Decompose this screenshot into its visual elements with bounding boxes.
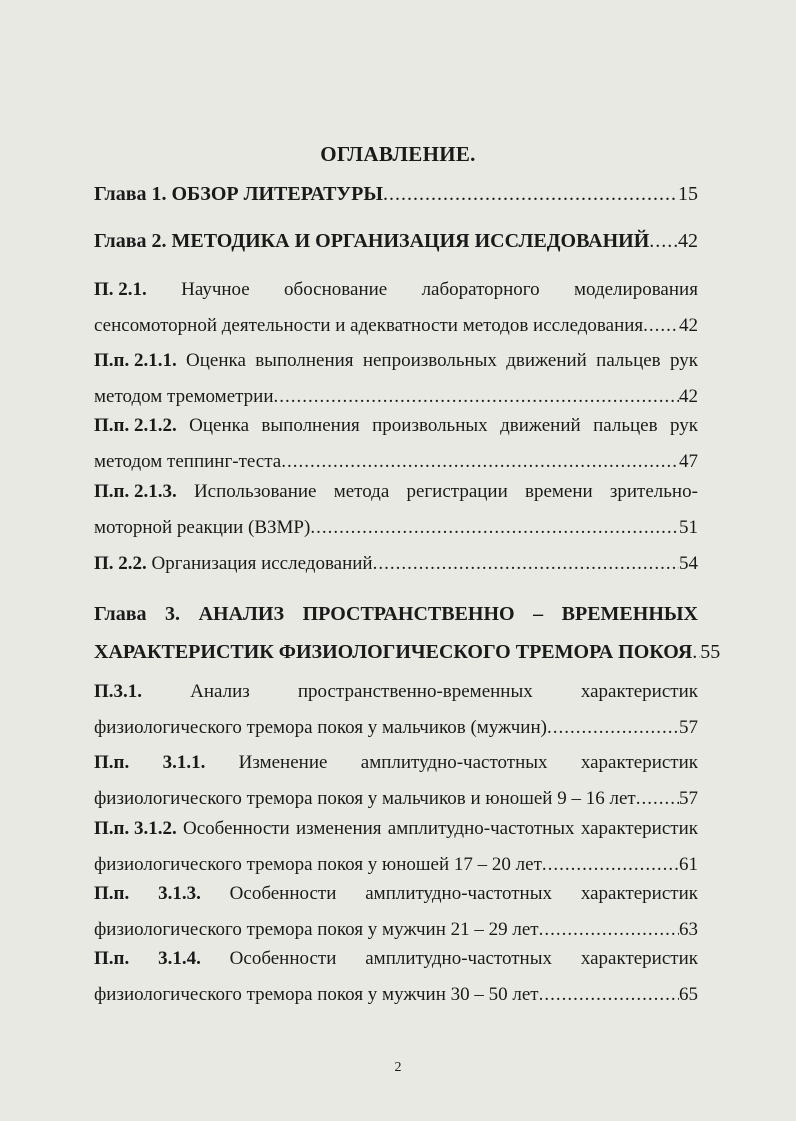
page-title: ОГЛАВЛЕНИЕ. bbox=[320, 142, 476, 166]
word: моделирования bbox=[573, 279, 698, 300]
section-number: П.п. 2.1.1. bbox=[94, 350, 177, 371]
section-number: П.п. 3.1.2. bbox=[94, 818, 177, 839]
page-ref: 65 bbox=[679, 984, 698, 1005]
entry-text: физиологического тремора покоя у мужчин 21 – 29 лет bbox=[94, 919, 539, 940]
page-ref: 63 bbox=[679, 919, 698, 940]
toc-entry-3-1[interactable] bbox=[94, 674, 698, 746]
page-ref: 42 bbox=[679, 315, 698, 336]
toc-entry-2-1-3[interactable] bbox=[94, 474, 698, 546]
entry-text: физиологического тремора покоя у юношей 17 – 20 лет bbox=[94, 854, 542, 875]
word: пространственно-временных bbox=[297, 681, 533, 702]
word: АНАЛИЗ bbox=[198, 603, 285, 625]
entry-text: методом тремометрии bbox=[94, 386, 274, 407]
page-ref: 51 bbox=[679, 517, 698, 538]
leader-dots bbox=[310, 510, 679, 546]
word: движений bbox=[500, 415, 581, 436]
section-number: 3.1.1. bbox=[162, 752, 206, 773]
leader-dots bbox=[649, 222, 678, 260]
word: выполнения bbox=[261, 415, 360, 436]
section-number: 3.1.4. bbox=[158, 948, 201, 969]
section-number: П. 2.1. bbox=[94, 279, 147, 300]
word: характеристик bbox=[580, 681, 698, 702]
word: амплитудно-частотных bbox=[365, 883, 552, 904]
word: характеристик bbox=[580, 818, 698, 839]
leader-dots bbox=[547, 710, 679, 746]
word: Особенности bbox=[229, 948, 337, 969]
word: Оценка bbox=[186, 350, 246, 371]
word: Использование bbox=[193, 481, 317, 502]
word: ВРЕМЕННЫХ bbox=[561, 603, 698, 625]
entry-text: Организация исследований bbox=[151, 553, 373, 574]
leader-dots bbox=[373, 546, 679, 582]
section-prefix: П.п. bbox=[94, 752, 130, 773]
toc-entry-chapter-3[interactable] bbox=[94, 595, 721, 671]
page-ref: 61 bbox=[679, 854, 698, 875]
word: Оценка bbox=[189, 415, 250, 436]
toc-entry-2-1-2[interactable] bbox=[94, 408, 698, 480]
word: Анализ bbox=[190, 681, 250, 702]
word: Изменение bbox=[238, 752, 328, 773]
toc-entry-3-1-2[interactable] bbox=[94, 811, 698, 883]
section-number: П.п. 2.1.3. bbox=[94, 481, 177, 502]
word: Глава bbox=[94, 603, 147, 625]
word: 3. bbox=[165, 603, 181, 625]
section-number: П.3.1. bbox=[94, 681, 143, 702]
word: изменения bbox=[295, 818, 382, 839]
word: амплитудно-частотных bbox=[360, 752, 548, 773]
toc-entry-3-1-4[interactable] bbox=[94, 941, 698, 1013]
word: регистрации bbox=[406, 481, 508, 502]
entry-text: физиологического тремора покоя у мальчиков (мужчин) bbox=[94, 717, 547, 738]
entry-text: методом теппинг-теста bbox=[94, 451, 282, 472]
entry-text: физиологического тремора покоя у мальчиков и юношей 9 – 16 лет bbox=[94, 788, 636, 809]
section-prefix: П.п. bbox=[94, 883, 130, 904]
toc-entry-2-1[interactable] bbox=[94, 272, 698, 344]
page-ref: 57 bbox=[679, 717, 698, 738]
chapter-2-label: Глава 2. МЕТОДИКА И ОРГАНИЗАЦИЯ ИССЛЕДОВАНИЙ bbox=[94, 230, 650, 252]
word: амплитудно-частотных bbox=[365, 948, 552, 969]
page-ref: 55 bbox=[700, 641, 721, 663]
word: Особенности bbox=[183, 818, 290, 839]
toc-entry-chapter-2[interactable] bbox=[94, 222, 698, 260]
word: рук bbox=[670, 415, 698, 436]
word: пальцев bbox=[596, 350, 661, 371]
word: – bbox=[533, 603, 544, 625]
word: лабораторного bbox=[421, 279, 540, 300]
word: зрительно- bbox=[609, 481, 698, 502]
leader-dots bbox=[539, 977, 679, 1013]
page-ref: 15 bbox=[678, 183, 698, 205]
word: пальцев bbox=[593, 415, 658, 436]
toc-entry-3-1-1[interactable] bbox=[94, 745, 698, 817]
page-ref: 54 bbox=[679, 553, 698, 574]
page-ref: 57 bbox=[679, 788, 698, 809]
page-number: 2 bbox=[394, 1060, 402, 1075]
toc-entry-2-1-1[interactable] bbox=[94, 343, 698, 415]
word: метода bbox=[333, 481, 390, 502]
word: произвольных bbox=[372, 415, 488, 436]
leader-dots bbox=[383, 175, 678, 213]
word: характеристик bbox=[580, 752, 698, 773]
section-number: П. 2.2. bbox=[94, 553, 147, 574]
word: характеристик bbox=[580, 948, 698, 969]
section-prefix: П.п. bbox=[94, 948, 130, 969]
word: Особенности bbox=[229, 883, 337, 904]
word: характеристик bbox=[580, 883, 698, 904]
entry-text: моторной реакции (ВЗМР) bbox=[94, 517, 311, 538]
toc-entry-2-2[interactable] bbox=[94, 546, 698, 582]
word: движений bbox=[506, 350, 587, 371]
entry-text: сенсомоторной деятельности и адекватности методов исследования bbox=[94, 315, 644, 336]
word: ПРОСТРАНСТВЕННО bbox=[302, 603, 515, 625]
toc-entry-chapter-1[interactable] bbox=[94, 175, 698, 213]
word: времени bbox=[524, 481, 593, 502]
leader-dots bbox=[643, 308, 679, 344]
word: обоснование bbox=[284, 279, 388, 300]
page-ref: 42 bbox=[679, 386, 698, 407]
entry-text: ХАРАКТЕРИСТИК ФИЗИОЛОГИЧЕСКОГО ТРЕМОРА ПОКОЯ bbox=[94, 641, 693, 663]
word: выполнения bbox=[255, 350, 354, 371]
page-ref: 47 bbox=[679, 451, 698, 472]
page-ref: 42 bbox=[678, 230, 698, 252]
word: амплитудно-частотных bbox=[387, 818, 575, 839]
section-number: 3.1.3. bbox=[158, 883, 201, 904]
chapter-1-label: Глава 1. ОБЗОР ЛИТЕРАТУРЫ bbox=[94, 183, 383, 205]
section-number: П.п. 2.1.2. bbox=[94, 415, 177, 436]
toc-entry-3-1-3[interactable] bbox=[94, 876, 698, 948]
leader-dots bbox=[692, 633, 700, 671]
word: непроизвольных bbox=[362, 350, 497, 371]
word: Научное bbox=[181, 279, 250, 300]
entry-text: физиологического тремора покоя у мужчин 30 – 50 лет bbox=[94, 984, 539, 1005]
word: рук bbox=[669, 350, 698, 371]
